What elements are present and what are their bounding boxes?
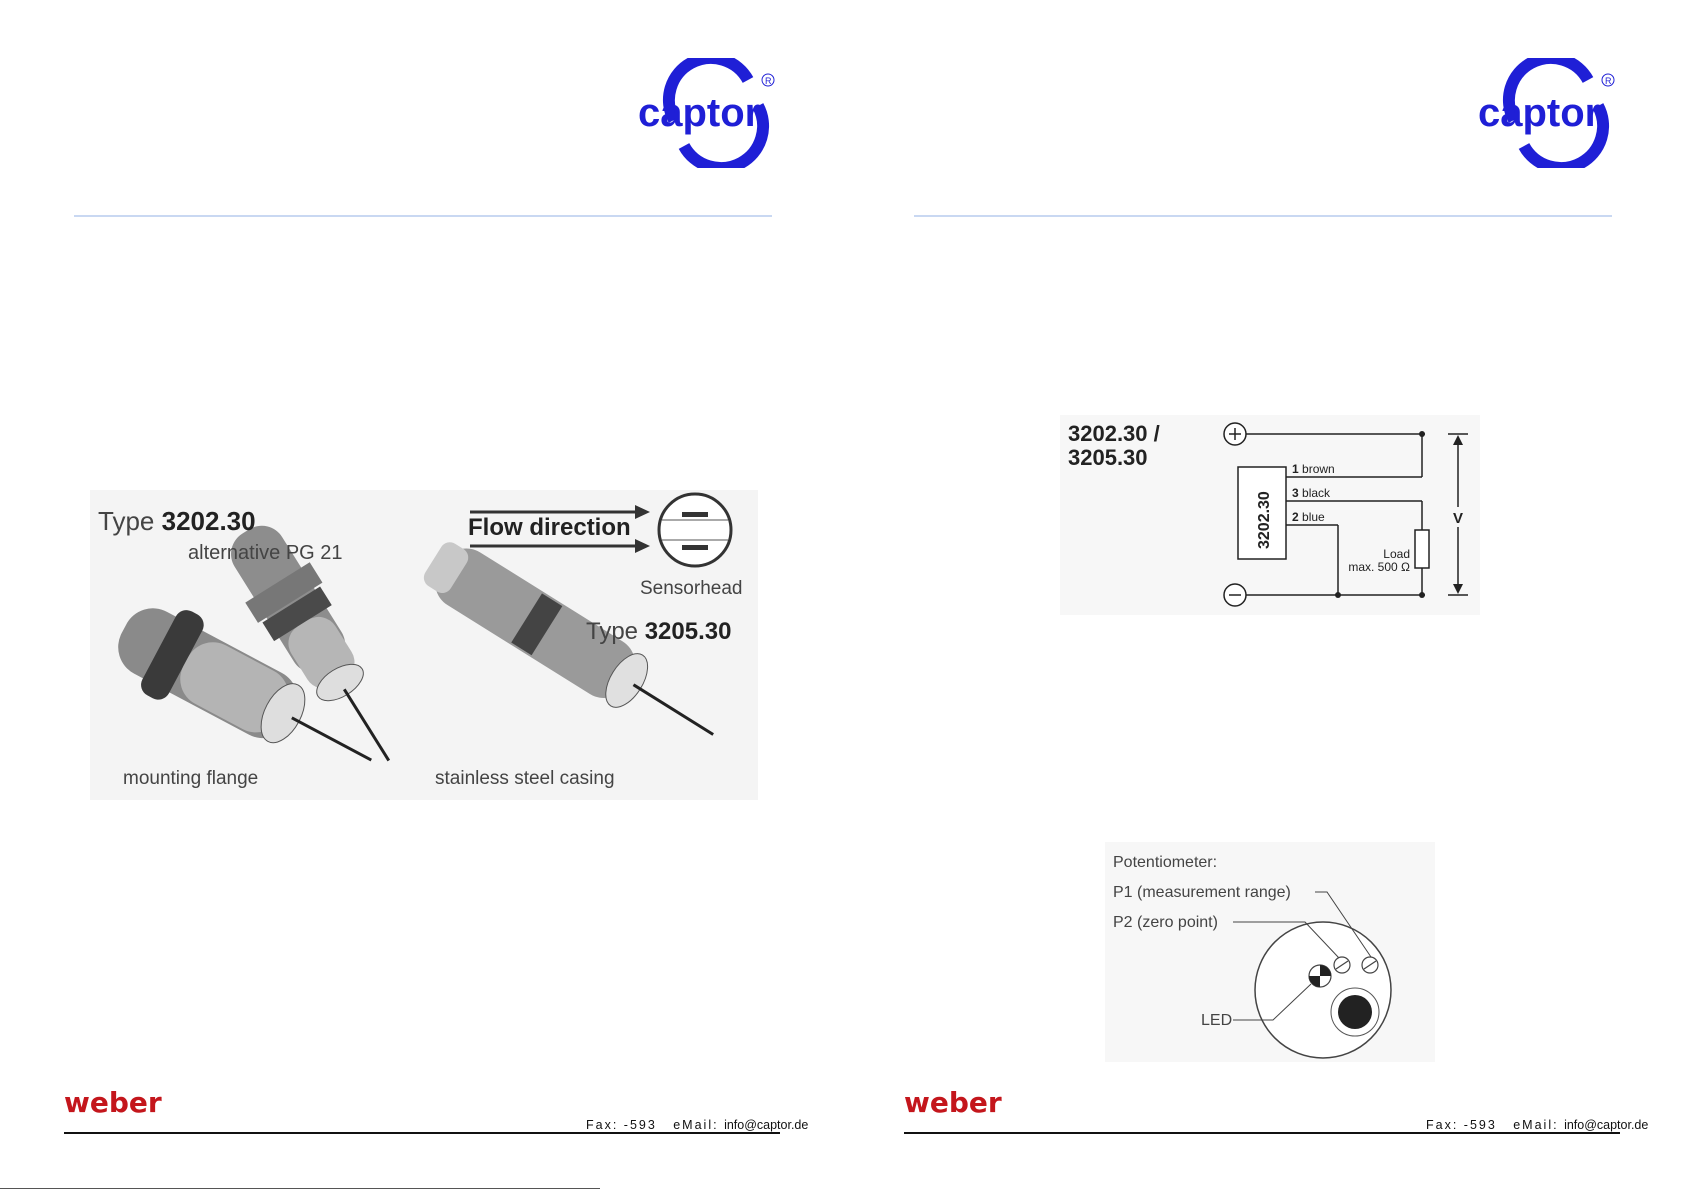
model-line-2: 3205.30 xyxy=(1068,445,1148,470)
sensor-face xyxy=(1255,922,1391,1058)
wiring-diagram xyxy=(1060,415,1480,615)
sensorhead-label: Sensorhead xyxy=(640,578,743,599)
contact-line-right xyxy=(1426,1118,1648,1132)
captor-logo-left xyxy=(636,58,796,168)
wire3-num: 3 xyxy=(1292,486,1299,500)
email-label: eMail: xyxy=(1513,1118,1559,1132)
casing-label: stainless steel casing xyxy=(435,768,615,789)
sensing-element xyxy=(1338,995,1372,1029)
weber-logo-left: weber xyxy=(64,1086,162,1119)
email-link[interactable]: info@captor.de xyxy=(724,1118,809,1132)
footer-rule-right xyxy=(904,1132,1620,1134)
alternative-label: alternative PG 21 xyxy=(188,542,343,564)
load-max-label: max. 500 Ω xyxy=(1348,560,1410,574)
led-label: LED xyxy=(1201,1012,1233,1029)
wire3-color: black xyxy=(1302,486,1331,500)
logo-text: captor xyxy=(638,91,761,135)
model-line-1: 3202.30 / xyxy=(1068,421,1160,446)
potentiometer-title: Potentiometer: xyxy=(1113,854,1218,871)
svg-text:1 brown xyxy=(1292,462,1335,476)
type-number-b: 3205.30 xyxy=(644,618,732,645)
p2-label: P2 (zero point) xyxy=(1113,914,1218,931)
sensor-box-label: 3202.30 xyxy=(1256,491,1273,549)
type-prefix-b: Type xyxy=(586,618,639,645)
logo-text: captor xyxy=(1478,91,1601,135)
svg-text:3 black xyxy=(1292,486,1331,500)
contact-line-left xyxy=(586,1118,808,1132)
fax-text: Fax: -593 xyxy=(586,1118,657,1132)
type-prefix-a: Type xyxy=(98,506,155,536)
voltage-label: V xyxy=(1452,510,1464,527)
type-number-a: 3202.30 xyxy=(161,506,256,536)
wire2-num: 2 xyxy=(1292,510,1299,524)
flow-direction-label: Flow direction xyxy=(468,514,631,541)
wire1-num: 1 xyxy=(1292,462,1299,476)
email-label: eMail: xyxy=(673,1118,719,1132)
bottom-edge-rule xyxy=(0,1188,600,1189)
potentiometer-diagram xyxy=(1105,842,1435,1062)
svg-text:2 blue xyxy=(1292,510,1325,524)
wire1-color: brown xyxy=(1302,462,1335,476)
load-resistor-icon xyxy=(1415,530,1429,568)
mounting-flange-label: mounting flange xyxy=(123,768,259,789)
load-label: Load xyxy=(1383,547,1410,561)
email-link[interactable]: info@captor.de xyxy=(1564,1118,1649,1132)
wire2-color: blue xyxy=(1302,510,1325,524)
fax-text: Fax: -593 xyxy=(1426,1118,1497,1132)
registered-mark: R xyxy=(765,76,772,86)
footer-rule-left xyxy=(64,1132,780,1134)
header-rule-right xyxy=(914,215,1612,217)
weber-logo-right: weber xyxy=(904,1086,1002,1119)
captor-logo-right xyxy=(1476,58,1636,168)
header-rule-left xyxy=(74,215,772,217)
product-photo xyxy=(90,490,758,800)
registered-mark: R xyxy=(1605,76,1612,86)
p1-label: P1 (measurement range) xyxy=(1113,884,1291,901)
